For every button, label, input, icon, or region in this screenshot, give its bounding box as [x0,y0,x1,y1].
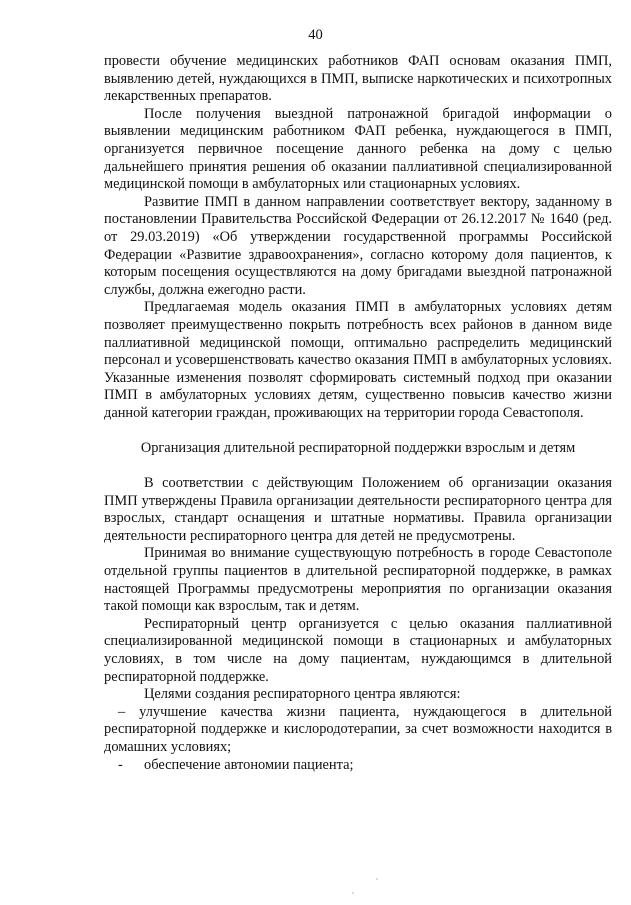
paragraph: Принимая во внимание существующую потребность в городе Севастополе отдельной группы пациентов в длительной респираторной поддержке, в рамках настоящей Программы предусмотрены мероприятия по организации оказания такой помощи как взрослым, так и детям. [104,545,612,615]
paragraph: Целями создания респираторного центра являются: [144,686,461,703]
scan-artifact [352,892,354,894]
paragraph: Респираторный центр организуется с целью оказания паллиативной специализированной медицинской помощи в стационарных и амбулаторных условиях, в том числе на дому пациентам, нуждающимся в длительной респираторной поддержке. [104,615,612,685]
scan-artifact [376,878,378,880]
list-marker: – [118,703,126,720]
paragraph: После получения выездной патронажной бригадой информации о выявлении медицинским работником ФАП ребенка, нуждающегося в ПМП, организуется первичное посещение данного ребенка на дому с целью дальнейшего принятия решения об оказании паллиативной специализированной медицинской помощи в амбулаторных или стационарных условиях. [104,105,612,193]
page-number: 40 [308,27,323,43]
list-marker: - [118,756,123,773]
list-item [104,757,612,775]
paragraph: В соответствии с действующим Положением об организации оказания ПМП утверждены Правила организации деятельности респираторного центра для взрослых, стандарт оснащения и штатные нормативы. Правила организации деятельности респираторного центра для детей не предусмотрены. [104,475,612,544]
list-item-text: обеспечение автономии пациента; [144,756,354,773]
paragraph: Развитие ПМП в данном направлении соответствует вектору, заданному в постановлении Правительства Российской Федерации от 26.12.2017 № 1640 (ред. от 29.03.2019) «Об утверждении государственной программы Российской Федерации «Развитие здравоохранения», согласно которому доля пациентов, к которым посещения осуществляются на дому бригадами выездной патронажной службы, должна ежегодно расти. [104,193,612,298]
list-item-text: улучшение качества жизни пациента, нуждающегося в длительной респираторной поддержке и кислородотерапии, за счет возможности находится в домашних условиях; [104,703,612,755]
list-item [104,704,612,757]
document-body [104,53,612,774]
paragraph: Предлагаемая модель оказания ПМП в амбулаторных условиях детям позволяет преимущественно покрыть потребность всех районов в данном виде паллиативной медицинской помощи, оптимально распределить медицинский персонал и усовершенствовать качество оказания ПМП в амбулаторных условиях. Указанные изменения позволят сформировать системный подход при оказании ПМП в амбулаторных условиях детям, существенно повысив качество жизни данной категории граждан, проживающих на территории города Севастополя. [104,299,612,421]
paragraph-continuation: провести обучение медицинских работников ФАП основам оказания ПМП, выявлению детей, нуждающихся в ПМП, выписке наркотических и психотропных лекарственных препаратов. [104,53,612,105]
section-heading: Организация длительной респираторной поддержки взрослым и детям [140,440,576,457]
